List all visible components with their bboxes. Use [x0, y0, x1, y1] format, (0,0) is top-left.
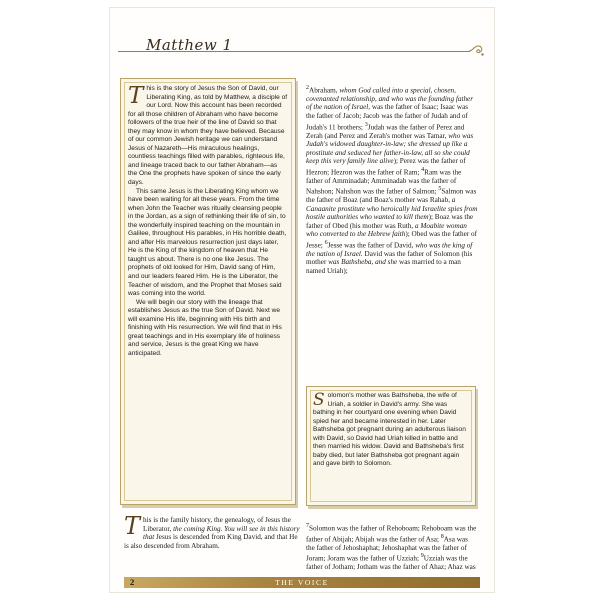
introduction-sidebar: [120, 78, 296, 505]
verse-1-text: T his is the family history, the genealogy, of Jesus the Liberator, the coming King. You will see in this history that Jesus is descended from King David, and that He is also descended from Abraham.: [124, 512, 300, 551]
sidebar-paragraph-1: his is the story of Jesus the Son of David, our Liberating King, as told by Matthew, a disciple of our Lord. Now this account has been recorded for all those children of Abraham who have become followers of the true heir of the line of David so that they may know in whom they have believed. Because of our common Jewish heritage we can understand Jesus of Nazareth—His miraculous healings, countless teachings filled with parables, righteous life, and lineage traced back to our father Abraham—as the One the prophets have spoken of since the early days.: [128, 85, 288, 187]
note-dropcap: S: [313, 390, 325, 410]
sidebar-dropcap: T: [128, 83, 144, 109]
chapter-title: Matthew 1: [146, 36, 233, 54]
page-footer: [124, 577, 480, 588]
note-text: olomon's mother was Bathsheba, the wife of Uriah, a soldier in David's army. She was bathing in her courtyard one evening when David spied her and became interested in her. Later Bathsheba got pregnant during an adulterous liaison with David, so David had Uriah killed in battle and then married his widow. David and Bathsheba's first baby died, but later Bathsheba got pregnant again and gave birth to Solomon.: [313, 392, 466, 468]
sidebar-paragraph-2: This same Jesus is the Liberating King whom we have been waiting for all these years. From the time when John the Teacher was ritually cleansing people in the Jordan, as a sign of rethinking their life of sin, to the wonderfully inspired teaching on the mountain in Galilee, throughout His parables, in His horrible death, and after His marvelous resurrection just days later, He is the King of the kingdom of heaven that He taught us about. There is no one like Jesus. The prophets of old looked for Him, David sang of Him, and our leaders feared Him. He is the Liberator, the Teacher of wisdom, and the Prophet that Moses said was coming into the world.: [128, 187, 287, 298]
flourish-ornament-icon: [468, 44, 486, 58]
book-page: [110, 8, 494, 592]
page-header: [118, 34, 486, 58]
genealogy-text-column: [306, 84, 478, 275]
verses-2-6: $^2$Abraham, whom God called into a special, chosen, covenanted relationship, and who was the founding father of the nation of Israel, was the father of Isaac; Isaac was the father of Jacob; Jacob was the father of Judah and of Judah's 11 brothers; $^3$Judah was the father of Perez and Zerah (and Perez and Zerah's mother was Tamar, who was Judah's widowed daughter-in-law; she dressed up like a prostitute and seduced her father-in-law, all so she could keep this very family line alive); Perez was the father of Hezron; Hezron was the father of Ram; $^4$Ram was the father of Amminadab; Amminadab was the father of Nahshon; Nahshon was the father of Salmon; $^5$Salmon was the father of Boaz (and Boaz's mother was Rahab, a Canaanite prostitute who heroically hid Israelite spies from hostile authorities who wanted to kill them); Boaz was the father of Obed (his mother was Ruth, a Moabite woman who converted to the Hebrew faith); Obed was the father of Jesse; $^6$Jesse was the father of David, who was the king of the nation of Israel. David was the father of Solomon (his mother was Bathsheba, and she was married to a man named Uriah);: [306, 85, 478, 275]
bathsheba-note-box: [306, 386, 476, 506]
page-number: 2: [130, 577, 135, 587]
header-rule: [118, 51, 470, 52]
verses-7-9-text: $^7$Solomon was the father of Rehoboam; Rehoboam was the father of Abijah; Abijah was the father of Asa; $^8$Asa was the father of Jehoshaphat; Jehoshaphat was the father of Joram; Joram was the father of Uzziah; $^9$Uzziah was the father of Jotham; Jotham was the father of Ahaz; Ahaz was: [306, 523, 477, 572]
book-title: THE VOICE: [275, 578, 329, 587]
verse-1-dropcap: T: [124, 512, 141, 540]
sidebar-paragraph-3: We will begin our story with the lineage that establishes Jesus as the true Son of David. Next we will examine His life, beginning with His birth and finishing with His resurrection. We will find that in His great teachings and in His exemplary life of holiness and service, Jesus is the great King we have anticipated.: [128, 298, 282, 357]
